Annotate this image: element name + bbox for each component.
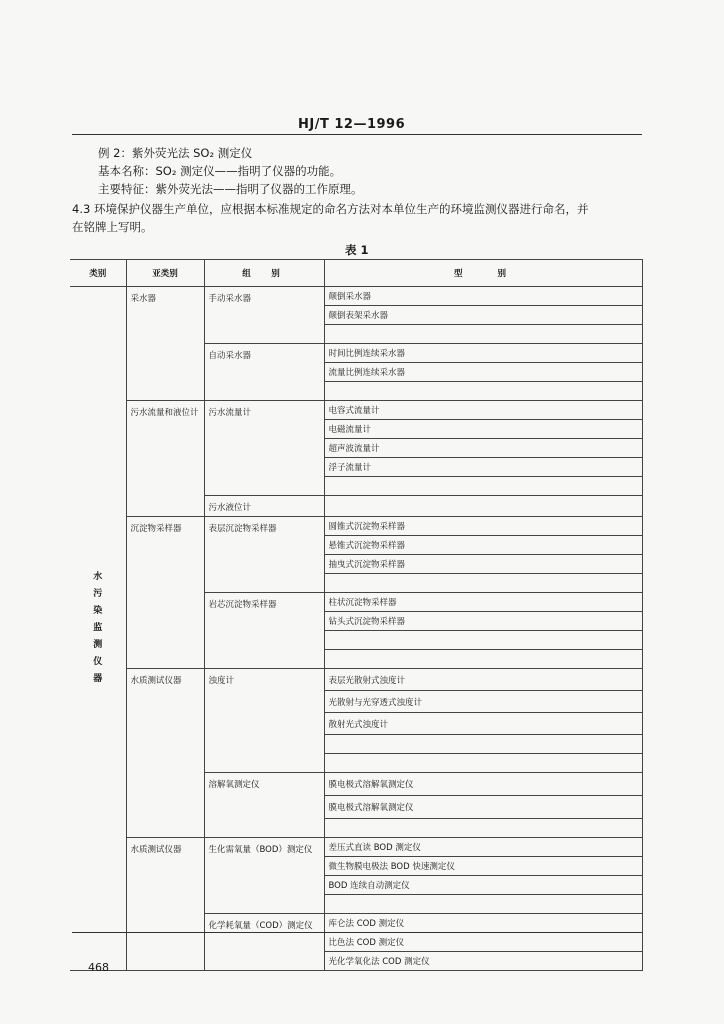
type-cell: 差压式直读 BOD 测定仪 xyxy=(324,838,642,857)
group-cell: 表层沉淀物采样器 xyxy=(204,517,324,593)
category-cell xyxy=(70,287,126,971)
table-row xyxy=(70,838,642,857)
type-cell: 库仑法 COD 测定仪 xyxy=(324,914,642,933)
type-cell: 光散射与光穿透式浊度计 xyxy=(324,691,642,713)
type-cell: 时间比例连续采水器 xyxy=(324,344,642,363)
group-cell: 化学耗氧量（COD）测定仪 xyxy=(204,914,324,971)
group-cell: 岩芯沉淀物采样器 xyxy=(204,593,324,669)
table-header-row xyxy=(70,260,642,287)
bottom-rule xyxy=(72,932,642,933)
type-cell: 抽曳式沉淀物采样器 xyxy=(324,555,642,574)
group-cell: 生化需氧量（BOD）测定仪 xyxy=(204,838,324,914)
group-cell: 浊度计 xyxy=(204,669,324,773)
running-header: HJ/T 12—1996 xyxy=(298,117,406,132)
table-row xyxy=(70,669,642,691)
group-cell: 污水液位计 xyxy=(204,496,324,517)
table-row xyxy=(70,401,642,420)
type-cell-empty xyxy=(324,650,642,669)
group-cell: 手动采水器 xyxy=(204,287,324,344)
type-cell: 圆锥式沉淀物采样器 xyxy=(324,517,642,536)
subcategory-cell: 采水器 xyxy=(126,287,204,401)
instrument-classification-table xyxy=(70,259,643,971)
type-cell-empty xyxy=(324,477,642,496)
header-group: 组 别 xyxy=(204,260,324,287)
type-cell: 悬锥式沉淀物采样器 xyxy=(324,536,642,555)
type-cell: 颠倒表架采水器 xyxy=(324,306,642,325)
type-cell: 电容式流量计 xyxy=(324,401,642,420)
header-rule xyxy=(72,134,642,135)
type-cell-empty xyxy=(324,631,642,650)
type-cell: 钻头式沉淀物采样器 xyxy=(324,612,642,631)
header-subcategory: 亚类别 xyxy=(126,260,204,287)
type-cell: 膜电极式溶解氧测定仪 xyxy=(324,773,642,796)
group-cell: 自动采水器 xyxy=(204,344,324,401)
page-number: 468 xyxy=(88,961,109,974)
section-4-3-line1: 4.3 环境保护仪器生产单位，应根据本标准规定的命名方法对本单位生产的环境监测仪器进行命名，并 xyxy=(72,202,589,216)
header-category: 类别 xyxy=(70,260,126,287)
group-cell: 溶解氧测定仪 xyxy=(204,773,324,838)
subcategory-cell: 污水流量和液位计 xyxy=(126,401,204,517)
type-cell: 微生物膜电极法 BOD 快速测定仪 xyxy=(324,857,642,876)
category-label: 水污染监测仪器 xyxy=(93,572,103,684)
subcategory-cell: 水质测试仪器 xyxy=(126,838,204,971)
type-cell-empty xyxy=(324,735,642,754)
type-cell-empty xyxy=(324,382,642,401)
type-cell-empty xyxy=(324,496,642,517)
section-4-3-line2: 在铭牌上写明。 xyxy=(72,220,153,234)
table-row xyxy=(70,517,642,536)
type-cell: 超声波流量计 xyxy=(324,439,642,458)
example-line: 例 2：紫外荧光法 SO₂ 测定仪 xyxy=(98,146,253,160)
group-cell: 污水流量计 xyxy=(204,401,324,496)
type-cell: 光化学氧化法 COD 测定仪 xyxy=(324,952,642,971)
subcategory-cell: 水质测试仪器 xyxy=(126,669,204,838)
table-caption: 表 1 xyxy=(345,243,369,257)
type-cell-empty xyxy=(324,574,642,593)
type-cell-empty xyxy=(324,325,642,344)
type-cell-empty xyxy=(324,895,642,914)
type-cell-empty xyxy=(324,754,642,773)
type-cell: 颠倒采水器 xyxy=(324,287,642,306)
type-cell: 比色法 COD 测定仪 xyxy=(324,933,642,952)
type-cell: 浮子流量计 xyxy=(324,458,642,477)
type-cell: 散射光式浊度计 xyxy=(324,713,642,735)
subcategory-cell: 沉淀物采样器 xyxy=(126,517,204,669)
header-type: 型 别 xyxy=(324,260,642,287)
type-cell: BOD 连续自动测定仪 xyxy=(324,876,642,895)
type-cell: 表层光散射式浊度计 xyxy=(324,669,642,691)
table-row xyxy=(70,287,642,306)
basic-name-line: 基本名称：SO₂ 测定仪——指明了仪器的功能。 xyxy=(98,164,342,178)
type-cell: 流量比例连续采水器 xyxy=(324,363,642,382)
type-cell: 电磁流量计 xyxy=(324,420,642,439)
main-feature-line: 主要特征：紫外荧光法——指明了仪器的工作原理。 xyxy=(98,182,363,196)
type-cell: 膜电极式溶解氧测定仪 xyxy=(324,796,642,819)
type-cell: 柱状沉淀物采样器 xyxy=(324,593,642,612)
type-cell-empty xyxy=(324,819,642,838)
